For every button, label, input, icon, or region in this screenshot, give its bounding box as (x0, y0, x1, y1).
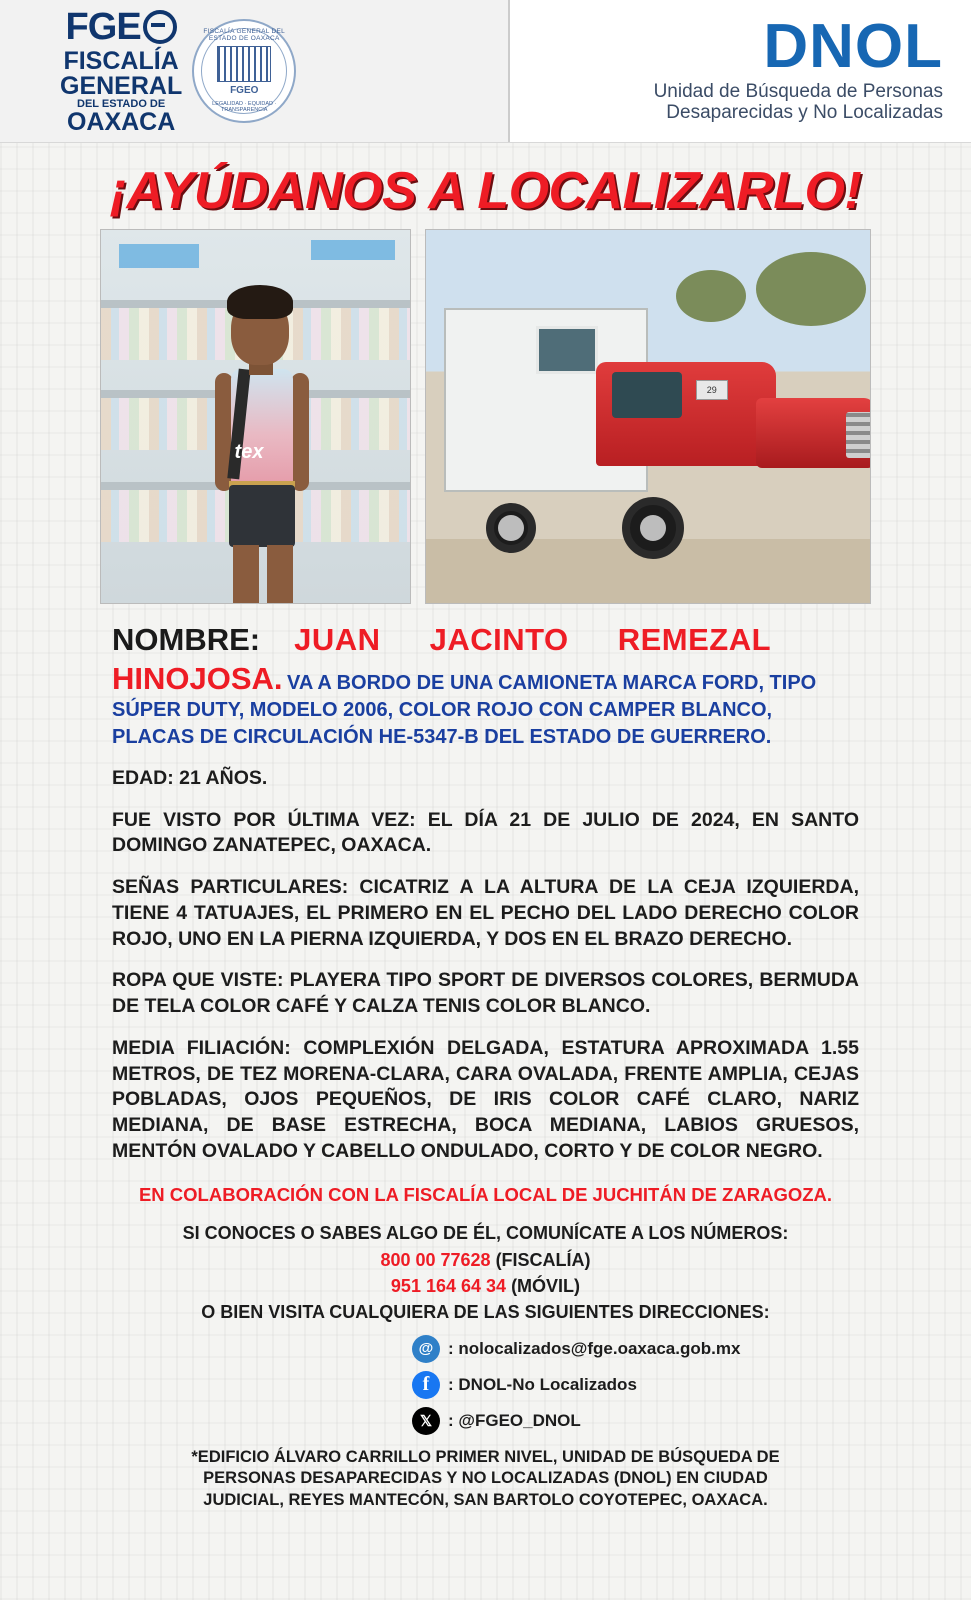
truck-wheel (622, 497, 684, 559)
physical-description: MEDIA FILIACIÓN: COMPLEXIÓN DELGADA, ESTATURA APROXIMADA 1.55 METROS, DE TEZ MORENA-CLARA, CARA OVALADA, FRENTE AMPLIA, CEJAS POBLADAS, OJOS PEQUEÑOS, DE IRIS COLOR CAFÉ CLARO, NARIZ MEDIANA, DE BASE ESTRECHA, BOCA MEDIANA, LABIOS GRUESOS, MENTÓN OVALADO Y CABELLO ONDULADO, CORTO Y DE COLOR NEGRO. (112, 1036, 859, 1162)
store-sign (311, 240, 395, 260)
clothing-description: ROPA QUE VISTE: PLAYERA TIPO SPORT DE DIVERSOS COLORES, BERMUDA DE TELA COLOR CAFÉ Y CALZA TENIS COLOR BLANCO. (112, 969, 859, 1018)
fgeo-circle-icon (143, 10, 177, 44)
person-leg-right (267, 545, 293, 603)
name-label: NOMBRE: (112, 622, 261, 657)
person-leg-left (233, 545, 259, 603)
person-figure (187, 273, 337, 603)
fgeo-institution-name (60, 46, 183, 136)
office-address-footnote: *EDIFICIO ÁLVARO CARRILLO PRIMER NIVEL, UNIDAD DE BÚSQUEDA DE PERSONAS DESAPARECIDAS Y NO LOCALIZADAS (DNOL) EN CIUDAD JUDICIAL, REYES MANTECÓN, SAN BARTOLO COYOTEPEC, OAXACA. (191, 1447, 780, 1509)
vehicle-photo (425, 229, 871, 604)
poster-title: ¡AYÚDANOS A LOCALIZARLO! (109, 162, 862, 220)
fgeo-line1: FISCALÍA (63, 46, 179, 75)
name-value-line2: HINOJOSA. (112, 660, 283, 696)
email-address: : nolocalizados@fge.oaxaca.gob.mx (448, 1338, 741, 1358)
phone-line-2 (112, 1273, 859, 1299)
tree-icon (756, 252, 866, 326)
truck-grille (846, 412, 871, 458)
seal-bottom-text: LEGALIDAD · EQUIDAD · TRANSPARENCIA (212, 101, 277, 113)
fgeo-wordmark-icon (65, 5, 177, 48)
seal-building-icon (217, 46, 271, 82)
plate-number: 29 (696, 380, 728, 400)
twitter-handle: : @FGEO_DNOL (448, 1410, 581, 1430)
truck-cab-window (612, 372, 682, 418)
poster-header (0, 0, 971, 143)
email-icon: @ (412, 1335, 440, 1363)
person-name-block (112, 622, 859, 659)
person-photo (100, 229, 411, 604)
fgeo-logo (60, 5, 183, 136)
truck-wheel (486, 503, 536, 553)
phone-number-movil: 951 164 64 34 (390, 1275, 507, 1296)
facebook-handle: : DNOL-No Localizados (448, 1374, 637, 1394)
official-seal-icon (192, 19, 296, 123)
dnol-subtitle (654, 81, 943, 125)
vehicle-description: VA A BORDO DE UNA CAMIONETA MARCA FORD, TIPO SÚPER DUTY, MODELO 2006, COLOR ROJO CON CAMPER BLANCO, PLACAS DE CIRCULACIÓN HE-5347-B DEL ESTADO DE GUERRERO. (112, 671, 817, 748)
dnol-subtitle-line2: Desaparecidas y No Localizadas (666, 102, 943, 124)
seal-name-text: FGEO (230, 85, 259, 96)
x-twitter-icon: 𝕏 (412, 1407, 440, 1435)
phone-label-fiscalia: (FISCALÍA) (495, 1249, 591, 1270)
facebook-icon: f (412, 1371, 440, 1399)
phone-line-1 (112, 1247, 859, 1273)
fgeo-line4: OAXACA (66, 107, 176, 136)
age-line: EDAD: 21 AÑOS. (112, 766, 268, 789)
seal-top-text: FISCALÍA GENERAL DEL ESTADO DE OAXACA (203, 28, 286, 42)
header-right-unit (510, 0, 971, 142)
store-sign (119, 244, 199, 268)
fgeo-line2: GENERAL (60, 71, 183, 100)
fgeo-line3: DEL ESTADO DE (77, 97, 166, 110)
wheel-hub (640, 515, 666, 541)
collaboration-note: EN COLABORACIÓN CON LA FISCALÍA LOCAL DE JUCHITÁN DE ZARAGOZA. (138, 1184, 833, 1206)
fgeo-mark-text: FGE (65, 5, 141, 48)
addresses-list (112, 1335, 859, 1435)
distinguishing-marks: SEÑAS PARTICULARES: CICATRIZ A LA ALTURA DE LA CEJA IZQUIERDA, TIENE 4 TATUAJES, EL PRIMERO EN EL PECHO DEL LADO DERECHO COLOR ROJO, UNO EN LA PIERNA IZQUIERDA, Y DOS EN EL BRAZO DERECHO. (112, 876, 859, 950)
person-shorts (229, 485, 295, 547)
tree-icon (676, 270, 746, 322)
dnol-acronym: DNOL (763, 11, 943, 81)
person-arm-right (291, 373, 309, 491)
wheel-hub (498, 515, 524, 541)
contact-block (112, 1220, 859, 1324)
contact-intro: SI CONOCES O SABES ALGO DE ÉL, COMUNÍCATE A LOS NÚMEROS: (182, 1223, 789, 1244)
phone-label-movil: (MÓVIL) (511, 1275, 581, 1296)
poster-content (0, 604, 971, 1511)
name-value-line1: JUAN JACINTO REMEZAL (294, 622, 772, 657)
addresses-intro: O BIEN VISITA CUALQUIERA DE LAS SIGUIENTES DIRECCIONES: (201, 1301, 770, 1322)
camper-window (536, 326, 598, 374)
phone-number-fiscalia: 800 00 77628 (380, 1249, 491, 1270)
person-hair (227, 285, 293, 319)
dnol-subtitle-line1: Unidad de Búsqueda de Personas (653, 80, 943, 102)
address-row-facebook (412, 1371, 859, 1399)
shirt-text: tex (234, 441, 264, 463)
name-and-vehicle-line (112, 661, 859, 750)
photo-row (0, 229, 971, 604)
address-row-twitter (412, 1407, 859, 1435)
last-seen-line: FUE VISTO POR ÚLTIMA VEZ: EL DÍA 21 DE JULIO DE 2024, EN SANTO DOMINGO ZANATEPEC, OAXACA. (112, 808, 859, 857)
header-left-branding (0, 0, 510, 142)
address-row-email (412, 1335, 859, 1363)
